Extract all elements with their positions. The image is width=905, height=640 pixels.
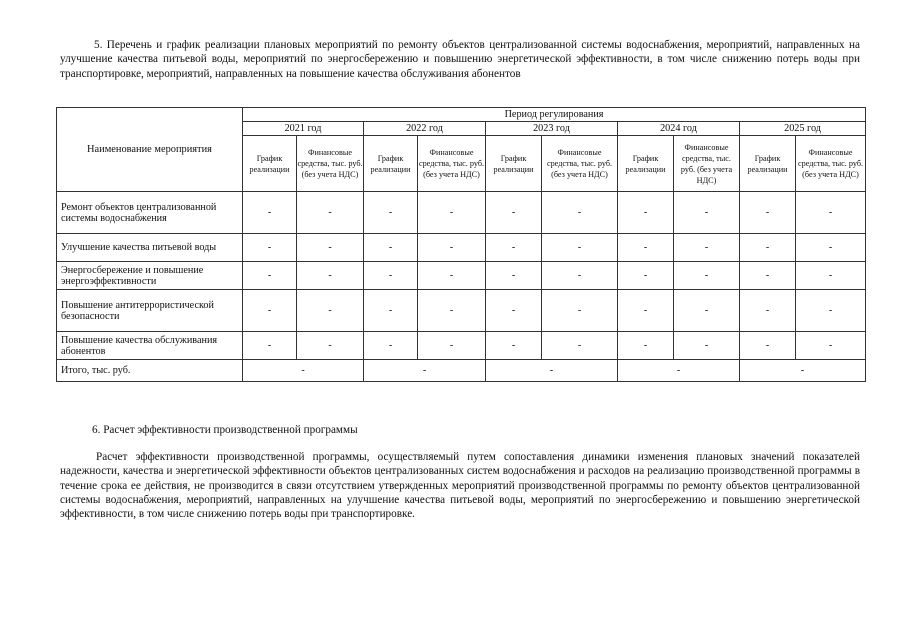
table-cell: -: [542, 332, 618, 360]
table-cell: -: [740, 192, 796, 234]
table-cell: -: [486, 192, 542, 234]
header-schedule: График реализации: [618, 136, 674, 192]
table-cell: -: [243, 290, 297, 332]
table-cell: -: [364, 290, 418, 332]
table-cell: -: [364, 262, 418, 290]
table-cell: -: [364, 332, 418, 360]
table-cell: -: [418, 192, 486, 234]
table-cell: -: [364, 234, 418, 262]
total-label: Итого, тыс. руб.: [57, 360, 243, 382]
table-cell: -: [796, 332, 866, 360]
header-activity-name: Наименование мероприятия: [57, 108, 243, 192]
header-period: Период регулирования: [243, 108, 866, 122]
header-schedule: График реализации: [740, 136, 796, 192]
table-cell: -: [618, 234, 674, 262]
table-cell: -: [740, 290, 796, 332]
table-cell: -: [418, 332, 486, 360]
table-cell: -: [796, 192, 866, 234]
table-cell: -: [243, 192, 297, 234]
row-activity-name: Повышение антитеррористической безопасности: [57, 290, 243, 332]
total-cell-2024: -: [618, 360, 740, 382]
table-cell: -: [486, 332, 542, 360]
row-activity-name: Энергосбережение и повышение энергоэффективности: [57, 262, 243, 290]
table-cell: -: [297, 234, 364, 262]
table-cell: -: [618, 290, 674, 332]
table-cell: -: [297, 192, 364, 234]
table-row: [57, 332, 866, 360]
table-cell: -: [243, 332, 297, 360]
table-cell: -: [418, 290, 486, 332]
table-cell: -: [740, 332, 796, 360]
table-cell: -: [542, 262, 618, 290]
table-row: [57, 192, 866, 234]
table-cell: -: [243, 262, 297, 290]
table-cell: -: [542, 234, 618, 262]
table-cell: -: [674, 192, 740, 234]
table-cell: -: [674, 290, 740, 332]
table-row: [57, 234, 866, 262]
header-year-2024: 2024 год: [618, 122, 740, 136]
header-finance: Финансовые средства, тыс. руб. (без учета НДС): [418, 136, 486, 192]
row-activity-name: Повышение качества обслуживания абонентов: [57, 332, 243, 360]
table-cell: -: [297, 332, 364, 360]
header-schedule: График реализации: [486, 136, 542, 192]
table-cell: -: [364, 192, 418, 234]
total-cell-2023: -: [486, 360, 618, 382]
table-cell: -: [796, 290, 866, 332]
header-schedule: График реализации: [364, 136, 418, 192]
table-cell: -: [297, 262, 364, 290]
table-cell: -: [796, 262, 866, 290]
header-finance: Финансовые средства, тыс. руб. (без учета НДС): [542, 136, 618, 192]
section-6-title: 6. Расчет эффективности производственной программы: [92, 424, 358, 436]
table-row: [57, 262, 866, 290]
table-cell: -: [542, 290, 618, 332]
table-cell: -: [674, 262, 740, 290]
table-cell: -: [740, 262, 796, 290]
table-cell: -: [243, 234, 297, 262]
table-cell: -: [674, 234, 740, 262]
table-row: [57, 290, 866, 332]
table-cell: -: [618, 332, 674, 360]
total-cell-2021: -: [243, 360, 364, 382]
section-6-body: Расчет эффективности производственной программы, осуществляемый путем сопоставления динамики изменения плановых значений показателей надежности, качества и энергетической эффективности объектов централизованных систем водоснабжения и расходов на реализацию производственной программы в течение срока ее действия, не производится в связи отсутствием утвержденных мероприятий производственной программы по ремонту объектов централизованной системы водоснабжения, мероприятий, направленных на улучшение качества питьевой воды, мероприятий по энергосбережению и повышению энергетической эффективности, в том числе снижению потерь воды при транспортировке.: [60, 451, 860, 521]
table-cell: -: [297, 290, 364, 332]
row-activity-name: Улучшение качества питьевой воды: [57, 234, 243, 262]
total-cell-2025: -: [740, 360, 866, 382]
table-cell: -: [418, 262, 486, 290]
header-schedule: График реализации: [243, 136, 297, 192]
table-cell: -: [740, 234, 796, 262]
header-year-2021: 2021 год: [243, 122, 364, 136]
section-5-title: 5. Перечень и график реализации плановых мероприятий по ремонту объектов централизованной системы водоснабжения, мероприятий, направленных на улучшение качества питьевой воды, мероприятий по энергосбережению и повышению энергетической эффективности, в том числе снижению потерь воды при транспортировке, мероприятий, направленных на повышение качества обслуживания абонентов: [60, 39, 860, 80]
header-year-2025: 2025 год: [740, 122, 866, 136]
header-finance: Финансовые средства, тыс. руб. (без учета НДС): [796, 136, 866, 192]
header-year-2022: 2022 год: [364, 122, 486, 136]
table-cell: -: [674, 332, 740, 360]
table-cell: -: [542, 192, 618, 234]
table-cell: -: [486, 234, 542, 262]
table-cell: -: [486, 290, 542, 332]
table-total-row: [57, 360, 866, 382]
table-cell: -: [618, 262, 674, 290]
plan-schedule-table: [56, 107, 866, 382]
total-cell-2022: -: [364, 360, 486, 382]
row-activity-name: Ремонт объектов централизованной системы водоснабжения: [57, 192, 243, 234]
header-finance: Финансовые средства, тыс. руб. (без учета НДС): [297, 136, 364, 192]
table-cell: -: [418, 234, 486, 262]
table-cell: -: [486, 262, 542, 290]
header-year-2023: 2023 год: [486, 122, 618, 136]
header-finance: Финансовые средства, тыс. руб. (без учета НДС): [674, 136, 740, 192]
table-cell: -: [618, 192, 674, 234]
table-cell: -: [796, 234, 866, 262]
table-header-row-period: [57, 108, 866, 122]
